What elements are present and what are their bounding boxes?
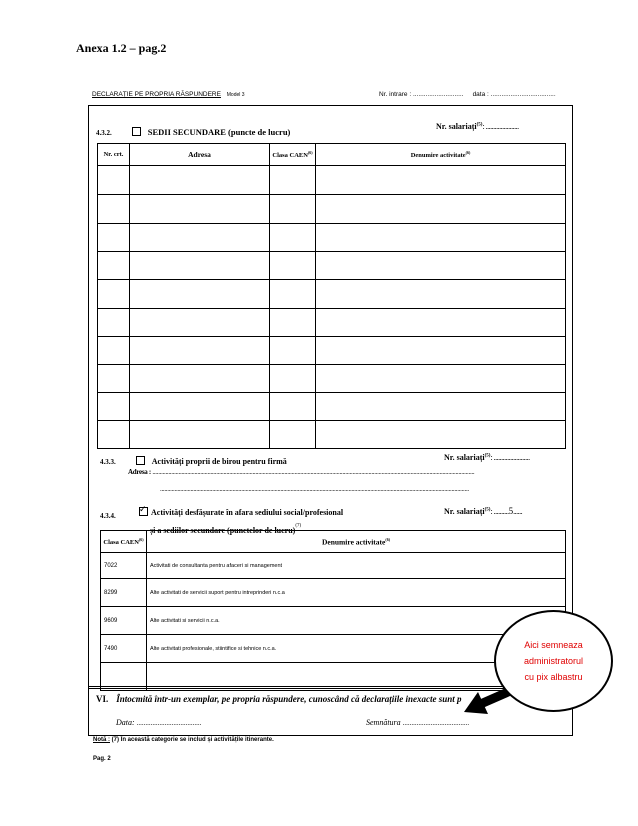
employees-label: Nr. salariați xyxy=(444,453,485,462)
date-field[interactable] xyxy=(116,718,201,727)
employees-sup: (5) xyxy=(476,122,483,128)
employees-dots-2: ...... xyxy=(513,507,523,516)
col-activity xyxy=(316,144,566,166)
col-class xyxy=(270,144,316,166)
cell[interactable] xyxy=(130,252,270,280)
col-class-label: Clasa CAEN xyxy=(272,152,308,160)
col-activity-label: Denumire activitate xyxy=(321,537,386,547)
form-title: DECLARAȚIE PE PROPRIA RĂSPUNDERE xyxy=(92,91,221,98)
caen-code[interactable]: 7490 xyxy=(101,635,147,663)
employees-dots: : ...................... xyxy=(482,122,519,131)
table-row xyxy=(101,607,566,635)
section-vi-text: Întocmită într-un exemplar, pe propria răspundere, cunoscând că declarațiile inexacte sunt p xyxy=(116,694,462,704)
cell[interactable] xyxy=(98,166,130,195)
table-row xyxy=(98,337,566,365)
caen-code[interactable]: 9609 xyxy=(101,607,147,635)
section-434-heading xyxy=(100,505,116,523)
table-row xyxy=(98,252,566,280)
col-class-sup: (6) xyxy=(307,149,313,155)
activity-name[interactable]: Alte activitati profesionale, stiintifice si tehnice n.c.a. xyxy=(147,635,566,663)
section-432-checkbox[interactable] xyxy=(132,127,141,136)
col-nr: Nr. crt. xyxy=(98,144,130,166)
col-address: Adresa xyxy=(130,144,270,166)
table-header-row xyxy=(98,144,566,166)
cell[interactable] xyxy=(130,166,270,195)
cell[interactable] xyxy=(98,393,130,421)
activity-name[interactable]: Alte activitati de servicii suport pentru intreprinderi n.c.a xyxy=(147,579,566,607)
section-433-title: Activități proprii de birou pentru firmă xyxy=(151,457,287,466)
employees-sup: (5) xyxy=(484,453,491,459)
callout-line-3: cu pix albastru xyxy=(524,672,583,682)
cell[interactable] xyxy=(270,166,316,195)
cell[interactable] xyxy=(130,195,270,224)
section-434-checkbox[interactable] xyxy=(139,507,148,516)
section-vi-statement xyxy=(96,694,462,704)
address-label: Adresa : xyxy=(128,468,151,476)
table-row xyxy=(98,309,566,337)
date-label: Data: xyxy=(116,718,135,727)
note-label: Notă : xyxy=(93,737,110,743)
employees-dots: : ........................ xyxy=(490,453,530,462)
date-label: data : .................................... xyxy=(472,91,556,98)
cell[interactable] xyxy=(130,280,270,309)
table-row xyxy=(98,224,566,252)
employees-label: Nr. salariați xyxy=(436,122,477,131)
footnote xyxy=(93,737,274,743)
cell[interactable] xyxy=(270,224,316,252)
cell[interactable] xyxy=(270,195,316,224)
cell[interactable] xyxy=(130,224,270,252)
section-434-number: 4.3.4. xyxy=(100,512,116,520)
caen-code[interactable]: 7022 xyxy=(101,553,147,579)
activity-name[interactable]: Alte activitati si servicii n.c.a. xyxy=(147,607,566,635)
section-434-employees xyxy=(444,506,522,516)
cell[interactable] xyxy=(98,337,130,365)
cell[interactable] xyxy=(270,252,316,280)
employees-sup: (5) xyxy=(484,507,491,513)
cell[interactable] xyxy=(130,393,270,421)
secondary-sites-table xyxy=(97,143,566,449)
cell[interactable] xyxy=(316,166,566,195)
table-row xyxy=(98,365,566,393)
cell[interactable] xyxy=(316,195,566,224)
section-433-heading xyxy=(100,451,287,469)
caen-code[interactable]: 8299 xyxy=(101,579,147,607)
section-vi-number: VI. xyxy=(96,694,109,704)
cell[interactable] xyxy=(98,280,130,309)
cell[interactable] xyxy=(98,195,130,224)
cell[interactable] xyxy=(130,421,270,449)
signature-dots: ...................................... xyxy=(402,719,470,727)
section-432-employees xyxy=(436,122,519,131)
section-433-number: 4.3.3. xyxy=(100,458,116,466)
cell[interactable] xyxy=(98,252,130,280)
cell[interactable] xyxy=(98,365,130,393)
cell[interactable] xyxy=(316,252,566,280)
form-header xyxy=(92,91,558,98)
cell[interactable] xyxy=(316,337,566,365)
page-number: Pag. 2 xyxy=(93,756,111,762)
section-432-title: SEDII SECUNDARE (puncte de lucru) xyxy=(147,127,291,137)
cell[interactable] xyxy=(316,280,566,309)
section-434-title-2: și a sediilor secundare (punctelor de lucru) xyxy=(150,526,296,535)
table-row xyxy=(101,553,566,579)
cell[interactable] xyxy=(270,309,316,337)
form-model: Model 3 xyxy=(226,92,245,98)
col-activity-sup: (6) xyxy=(465,149,471,155)
annex-title: Anexa 1.2 – pag.2 xyxy=(76,41,167,55)
annotation-callout xyxy=(494,610,613,712)
table-row xyxy=(98,195,566,224)
table-row xyxy=(98,280,566,309)
cell[interactable] xyxy=(316,393,566,421)
cell[interactable] xyxy=(270,365,316,393)
cell[interactable] xyxy=(316,421,566,449)
entry-label: Nr. intrare : ............................ xyxy=(379,91,464,98)
table-row xyxy=(101,579,566,607)
cell[interactable] xyxy=(98,224,130,252)
cell[interactable] xyxy=(130,309,270,337)
note-text: (7) În această categorie se includ și activitățile itinerante. xyxy=(111,737,274,743)
cell[interactable] xyxy=(270,393,316,421)
cell[interactable] xyxy=(98,309,130,337)
col-class-sup: (6) xyxy=(138,536,144,542)
section-433-employees xyxy=(444,453,530,462)
col-class-label: Clasa CAEN xyxy=(103,539,139,547)
cell[interactable] xyxy=(130,365,270,393)
cell[interactable] xyxy=(98,421,130,449)
section-434-title-sup: (7) xyxy=(295,523,302,529)
form-entry xyxy=(379,91,556,98)
cell[interactable] xyxy=(270,421,316,449)
employees-dots: : .......... xyxy=(490,507,509,516)
table-row xyxy=(98,393,566,421)
activity-name[interactable]: Activitati de consultanta pentru afaceri si management xyxy=(147,553,566,579)
col-activity-sup: (6) xyxy=(385,536,391,542)
section-433-checkbox[interactable] xyxy=(136,456,145,465)
cell[interactable] xyxy=(316,309,566,337)
col-class xyxy=(101,531,147,553)
cell[interactable] xyxy=(316,224,566,252)
cell[interactable] xyxy=(270,337,316,365)
callout-line-1: Aici semneaza xyxy=(524,640,583,650)
cell[interactable] xyxy=(130,337,270,365)
callout-line-2: administratorul xyxy=(523,656,584,666)
cell[interactable] xyxy=(316,365,566,393)
section-434-title-1: Activități desfășurate în afara sediului social/profesional xyxy=(151,508,344,517)
section-432-heading xyxy=(96,122,290,140)
employees-label: Nr. salariați xyxy=(444,507,485,516)
section-433-address-line2[interactable]: ..................................................................................................................................................................................................................... xyxy=(160,485,469,493)
table-row xyxy=(98,421,566,449)
table-header-row xyxy=(101,531,566,553)
section-432-number: 4.3.2. xyxy=(96,129,112,137)
date-dots: ..................................... xyxy=(136,719,202,727)
signature-label: Semnătura xyxy=(366,718,401,727)
cell[interactable] xyxy=(270,280,316,309)
employees-value[interactable]: 5 xyxy=(508,506,514,516)
address-dots: .............................................................................................................................................................................................................................. xyxy=(152,468,475,476)
table-row xyxy=(98,166,566,195)
col-activity-label: Denumire activitate xyxy=(410,152,466,160)
col-activity xyxy=(147,531,566,553)
section-433-address[interactable] xyxy=(128,468,558,476)
